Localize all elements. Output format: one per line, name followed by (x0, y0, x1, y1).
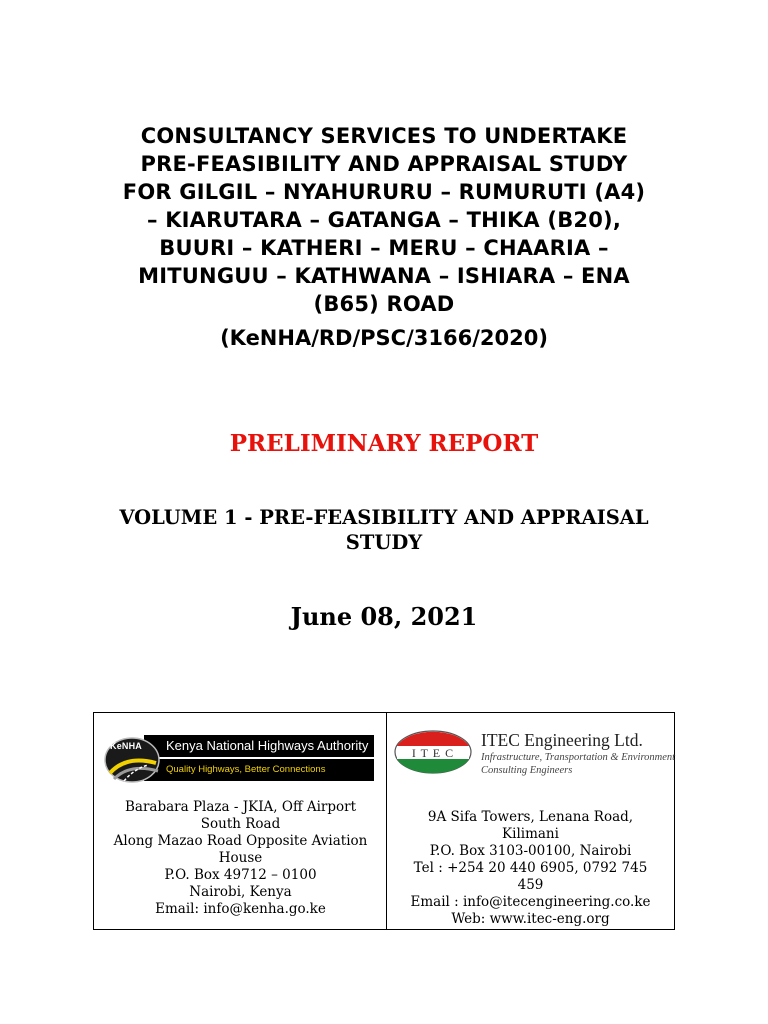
title-line: – KIARUTARA – GATANGA – THIKA (B20), (146, 208, 621, 232)
document-title (90, 122, 678, 318)
volume-heading (90, 505, 678, 555)
address-line: Barabara Plaza - JKIA, Off Airport (125, 799, 356, 815)
volume-line: VOLUME 1 - PRE-FEASIBILITY AND APPRAISAL (119, 506, 649, 529)
itec-logo-sub-line: Infrastructure, Transportation & Environment (481, 752, 676, 763)
itec-logo (393, 727, 676, 777)
title-line: (B65) ROAD (313, 292, 455, 316)
address-line: Nairobi, Kenya (189, 884, 292, 900)
address-line: P.O. Box 49712 – 0100 (164, 867, 317, 883)
title-line: MITUNGUU – KATHWANA – ISHIARA – ENA (138, 264, 630, 288)
contact-table (93, 712, 675, 930)
consultant-website: Web: www.itec-eng.org (451, 911, 610, 927)
title-line: BUURI – KATHERI – MERU – CHAARIA – (159, 236, 609, 260)
itec-emblem-icon (393, 729, 473, 775)
report-type: PRELIMINARY REPORT (229, 430, 539, 457)
itec-logo-sub-line: Consulting Engineers (481, 765, 573, 776)
address-line: Kilimani (502, 826, 559, 842)
report-date: June 08, 2021 (290, 602, 478, 631)
address-line: Tel : +254 20 440 6905, 0792 745 (413, 860, 648, 876)
kenha-logo (104, 733, 374, 783)
address-line: House (218, 850, 263, 866)
volume-line: STUDY (345, 531, 423, 554)
reference-code: (KeNHA/RD/PSC/3166/2020) (220, 326, 548, 350)
consultant-cell (387, 713, 674, 929)
address-line: 459 (517, 877, 544, 893)
client-address (94, 799, 387, 918)
address-line: South Road (200, 816, 281, 832)
kenha-logo-short: KeNHA (110, 741, 143, 751)
kenha-logo-name: Kenya National Highways Authority (144, 735, 374, 757)
kenha-logo-tagline: Quality Highways, Better Connections (144, 759, 374, 781)
title-line: PRE-FEASIBILITY AND APPRAISAL STUDY (140, 152, 628, 176)
consultant-email: Email : info@itecengineering.co.ke (410, 894, 651, 910)
itec-logo-letters: I T E C (411, 746, 455, 760)
itec-logo-name: ITEC Engineering Ltd. (481, 730, 643, 750)
client-cell (94, 713, 387, 929)
address-line: P.O. Box 3103-00100, Nairobi (429, 843, 632, 859)
title-line: CONSULTANCY SERVICES TO UNDERTAKE (140, 124, 628, 148)
address-line: Along Mazao Road Opposite Aviation (113, 833, 368, 849)
client-email: Email: info@kenha.go.ke (155, 901, 326, 917)
address-line: 9A Sifa Towers, Lenana Road, (427, 809, 634, 825)
consultant-address (397, 809, 664, 928)
title-line: FOR GILGIL – NYAHURURU – RUMURUTI (A4) (122, 180, 646, 204)
itec-logo-sub (481, 751, 675, 777)
